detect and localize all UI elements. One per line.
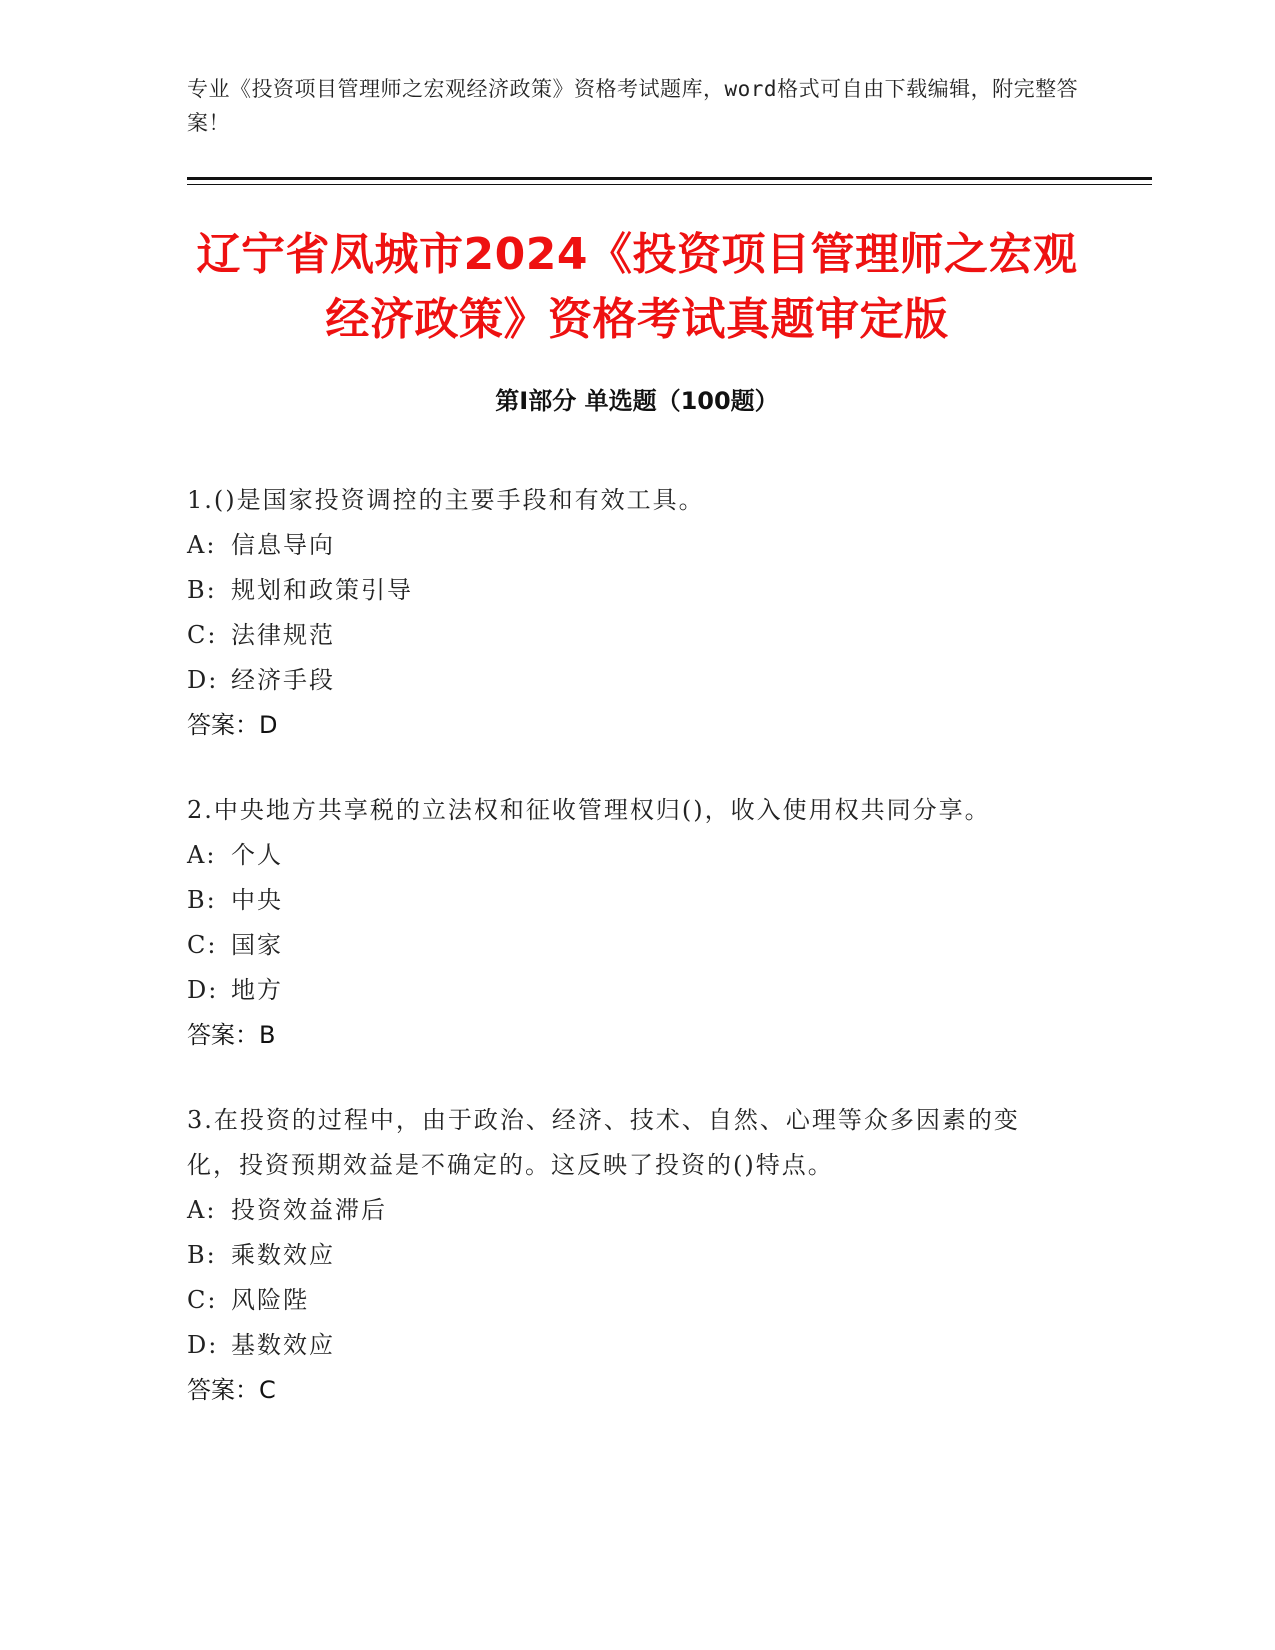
option-b: [187, 568, 1057, 613]
option-letter: D:: [187, 976, 219, 1004]
question-stem: 2.中央地方共享税的立法权和征收管理权归()，收入使用权共同分享。: [187, 796, 991, 824]
question-item: [187, 1098, 1057, 1413]
option-b: [187, 1233, 1057, 1278]
option-text: 规划和政策引导: [231, 576, 413, 604]
answer-line: 答案：D: [187, 711, 278, 739]
option-b: [187, 878, 1057, 923]
option-letter: B:: [187, 886, 217, 914]
option-c: [187, 1278, 1057, 1323]
option-c: [187, 613, 1057, 658]
option-a: [187, 1188, 1057, 1233]
answer-line: 答案：B: [187, 1021, 276, 1049]
question-list: [187, 478, 1057, 1453]
option-text: 经济手段: [231, 666, 335, 694]
option-letter: A:: [187, 531, 217, 559]
option-letter: D:: [187, 666, 219, 694]
option-text: 国家: [231, 931, 283, 959]
header-divider-thick: [187, 177, 1152, 180]
section-heading: 第Ⅰ部分 单选题（100题）: [495, 387, 779, 415]
question-item: [187, 788, 1057, 1058]
option-letter: D:: [187, 1331, 219, 1359]
option-text: 风险陛: [231, 1286, 309, 1314]
option-text: 基数效应: [231, 1331, 335, 1359]
option-d: [187, 968, 1057, 1013]
option-letter: B:: [187, 1241, 217, 1269]
option-letter: A:: [187, 841, 217, 869]
option-letter: C:: [187, 1286, 218, 1314]
option-a: [187, 833, 1057, 878]
option-letter: C:: [187, 931, 218, 959]
option-d: [187, 658, 1057, 703]
option-text: 个人: [231, 841, 283, 869]
document-title: 辽宁省凤城市2024《投资项目管理师之宏观经济政策》资格考试真题审定版: [196, 229, 1078, 345]
option-text: 地方: [231, 976, 283, 1004]
option-a: [187, 523, 1057, 568]
option-letter: C:: [187, 621, 218, 649]
question-item: [187, 478, 1057, 748]
question-stem: 3.在投资的过程中，由于政治、经济、技术、自然、心理等众多因素的变化，投资预期效益是不确定的。这反映了投资的()特点。: [187, 1106, 1020, 1179]
option-text: 乘数效应: [231, 1241, 335, 1269]
answer-line: 答案：C: [187, 1376, 276, 1404]
option-c: [187, 923, 1057, 968]
option-letter: B:: [187, 576, 217, 604]
option-letter: A:: [187, 1196, 217, 1224]
header-note: 专业《投资项目管理师之宏观经济政策》资格考试题库，word格式可自由下载编辑，附完整答案！: [187, 77, 1079, 135]
option-text: 中央: [231, 886, 283, 914]
option-text: 法律规范: [231, 621, 335, 649]
option-text: 信息导向: [231, 531, 335, 559]
option-text: 投资效益滞后: [231, 1196, 387, 1224]
question-stem: 1.()是国家投资调控的主要手段和有效工具。: [187, 486, 705, 514]
header-divider-thin: [187, 184, 1152, 185]
option-d: [187, 1323, 1057, 1368]
